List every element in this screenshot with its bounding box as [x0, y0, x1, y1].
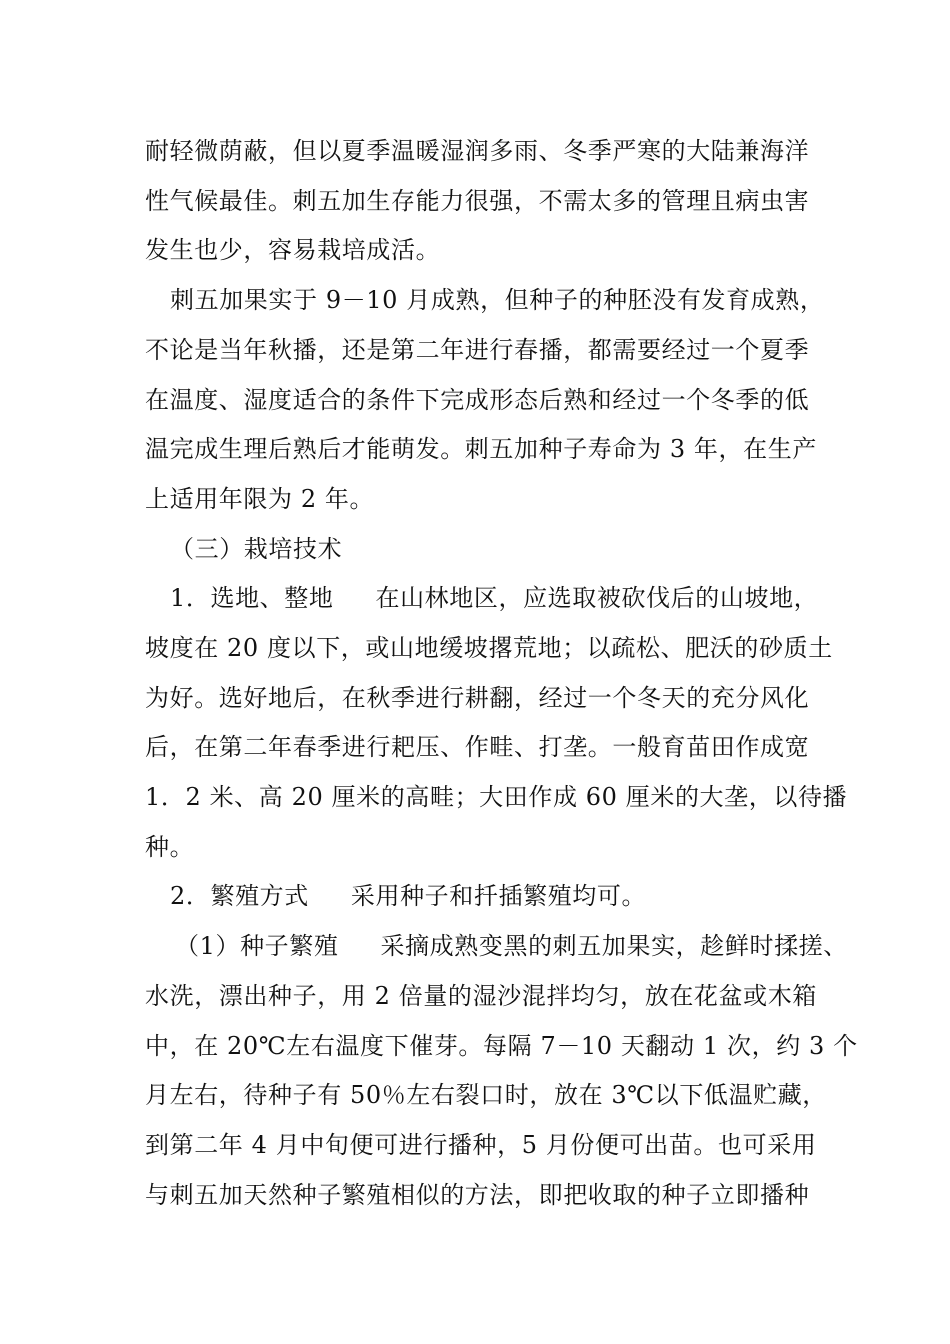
- body-text-line: 在温度、湿度适合的条件下完成形态后熟和经过一个冬季的低: [145, 386, 810, 414]
- body-text-line: 温完成生理后熟后才能萌发。刺五加种子寿命为 3 年，在生产: [145, 435, 817, 463]
- subsection-text: 采用种子和扦插繁殖均可。: [350, 882, 647, 910]
- body-text-line: 中，在 20℃左右温度下催芽。每隔 7－10 天翻动 1 次，约 3 个: [145, 1032, 858, 1060]
- subsection-title: 1．选地、整地: [170, 584, 334, 612]
- body-text-line: 耐轻微荫蔽，但以夏季温暖湿润多雨、冬季严寒的大陆兼海洋: [145, 137, 810, 165]
- subsection-title: （1）种子繁殖: [175, 932, 339, 960]
- body-text-line: 为好。选好地后，在秋季进行耕翻，经过一个冬天的充分风化: [145, 684, 810, 712]
- body-text-line: 性气候最佳。刺五加生存能力很强，不需太多的管理且病虫害: [145, 187, 810, 215]
- subsection-first-line: [170, 881, 646, 911]
- subsection-text: 在山林地区，应选取被砍伐后的山坡地，: [375, 584, 819, 612]
- section-heading: （三）栽培技术: [170, 535, 343, 563]
- body-text-line: 月左右，待种子有 50％左右裂口时，放在 3℃以下低温贮藏，: [145, 1081, 827, 1109]
- body-text-line: 后，在第二年春季进行耙压、作畦、打垄。一般育苗田作成宽: [145, 733, 810, 761]
- body-text-line: 种。: [145, 833, 195, 861]
- body-text-line: 1．2 米、高 20 厘米的高畦；大田作成 60 厘米的大垄，以待播: [145, 783, 848, 811]
- body-text-line: 与刺五加天然种子繁殖相似的方法，即把收取的种子立即播种: [145, 1181, 810, 1209]
- body-text-line: 到第二年 4 月中旬便可进行播种，5 月份便可出苗。也可采用: [145, 1131, 817, 1159]
- body-text-line: 发生也少，容易栽培成活。: [145, 236, 441, 264]
- subsection-title: 2．繁殖方式: [170, 882, 309, 910]
- subsection-first-line: [175, 931, 848, 961]
- subsection-first-line: [170, 583, 818, 613]
- body-text-line: 上适用年限为 2 年。: [145, 485, 375, 513]
- body-text-line: 刺五加果实于 9－10 月成熟，但种子的种胚没有发育成熟，: [170, 286, 825, 314]
- body-text-line: 不论是当年秋播，还是第二年进行春播，都需要经过一个夏季: [145, 336, 810, 364]
- subsection-text: 采摘成熟变黑的刺五加果实，趁鲜时揉搓、: [380, 932, 848, 960]
- body-text-line: 水洗，漂出种子，用 2 倍量的湿沙混拌均匀，放在花盆或木箱: [145, 982, 817, 1010]
- body-text-line: 坡度在 20 度以下，或山地缓坡撂荒地；以疏松、肥沃的砂质土: [145, 634, 833, 662]
